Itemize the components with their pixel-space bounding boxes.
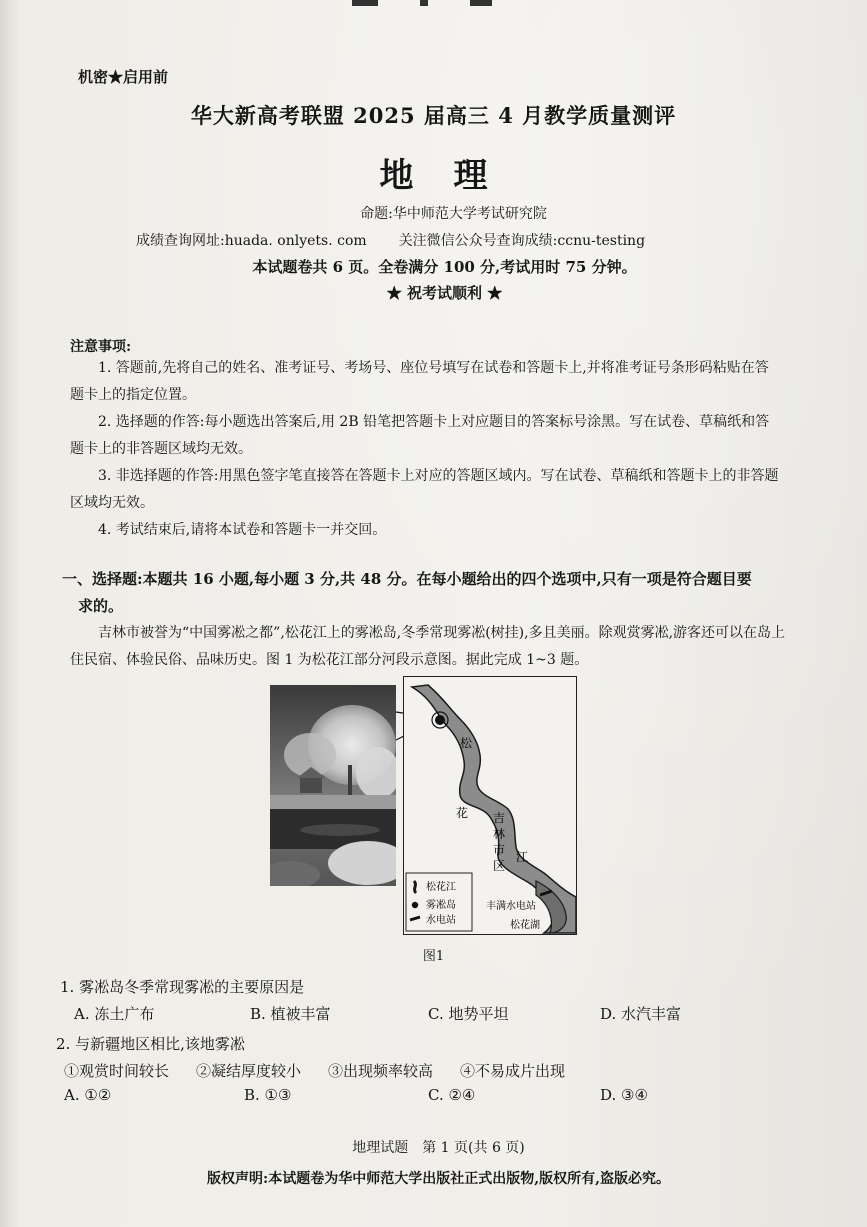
notice-item: 3. 非选择题的作答:用黑色签字笔直接答在答题卡上对应的答题区域内。写在试卷、草稿纸和答题卡上的非答题区域均无效。 [70,468,779,511]
score-site: 成绩查询网址:huada. onlyets. com [136,233,367,249]
question-1-stem: 1. 雾凇岛冬季常现雾凇的主要原因是 [60,978,305,996]
legend-island-icon [412,902,418,908]
question-2-statement-2: ②凝结厚度较小 [196,1062,302,1080]
scan-mark [420,0,428,6]
city-label-3: 市 [493,843,506,857]
exam-title: 华大新高考联盟 2025 届高三 4 月教学质量测评 [190,103,677,128]
score-query-line [136,230,645,250]
question-1-option-c: C. 地势平坦 [428,1005,509,1023]
section-line-2: 求的。 [78,597,124,615]
pages-info: 本试题卷共 6 页。全卷满分 100 分,考试用时 75 分钟。 [252,258,637,276]
section-line-1: 一、选择题:本题共 16 小题,每小题 3 分,共 48 分。在每小题给出的四个选项中,只有一项是符合题目要 [62,570,752,588]
page-footer: 地理试题 第 1 页(共 6 页) [352,1140,525,1156]
question-2-option-b: B. ①③ [244,1086,292,1104]
subject-title: 地理 [379,156,528,196]
legend-river-label: 松花江 [426,882,456,893]
question-1-option-b: B. 植被丰富 [250,1005,331,1023]
scan-mark [352,0,378,6]
question-2-statement-4: ④不易成片出现 [460,1062,566,1080]
question-2-statement-1: ①观赏时间较长 [64,1062,170,1080]
legend-station-label: 水电站 [426,915,456,926]
river-label-3: 江 [516,850,529,864]
question-2-option-c: C. ②④ [428,1086,476,1104]
rime-photo-image [270,685,396,886]
river-label-2: 花 [456,806,469,820]
city-label-4: 区 [493,859,506,873]
wechat-info: 关注微信公众号查询成绩:ccnu-testing [398,233,646,249]
city-label-2: 林 [493,827,506,841]
legend-river-icon [414,881,416,893]
city-label-1: 吉 [493,811,506,825]
legend-island-label: 雾凇岛 [426,900,456,911]
notice-list [70,355,780,544]
figure-caption: 图1 [422,949,445,964]
question-1-option-a: A. 冻土广布 [74,1005,155,1023]
notice-item: 2. 选择题的作答:每小题选出答案后,用 2B 铅笔把答题卡上对应题目的答案标号涂黑。写在试卷、草稿纸和答题卡上的非答题区域均无效。 [70,414,770,457]
question-2-statement-3: ③出现频率较高 [328,1062,434,1080]
river-map [403,676,577,935]
river-label-1: 松 [460,736,473,750]
question-1-option-d: D. 水汽丰富 [600,1005,682,1023]
notice-item: 1. 答题前,先将自己的姓名、准考证号、考场号、座位号填写在试卷和答题卡上,并将准考证号条形码粘贴在答题卡上的指定位置。 [70,360,769,403]
river-map-drawing [404,677,576,934]
passage [70,620,790,674]
author-line: 命题:华中师范大学考试研究院 [360,206,547,222]
copyright-notice: 版权声明:本试题卷为华中师范大学出版社正式出版物,版权所有,盗版必究。 [207,1171,670,1187]
section-heading [62,566,792,620]
rime-photo [270,685,396,886]
confidential-label: 机密★启用前 [78,68,169,86]
scan-mark [470,0,492,6]
question-2-option-d: D. ③④ [600,1086,648,1104]
station-label: 丰满水电站 [486,901,536,912]
lake-label: 松花湖 [510,920,540,931]
notice-title: 注意事项: [70,339,132,355]
notice-item: 4. 考试结束后,请将本试卷和答题卡一并交回。 [98,522,387,538]
rime-island-marker [435,715,445,725]
passage-text: 吉林市被誉为“中国雾凇之都”,松花江上的雾凇岛,冬季常现雾凇(树挂),多且美丽。除观赏雾凇,游客还可以在岛上住民宿、体验民俗、品味历史。图 1 为松花江部分河段示意图。据此完成 1~3 题。 [70,625,786,668]
good-luck: ★ 祝考试顺利 ★ [386,284,503,302]
question-2-option-a: A. ①② [64,1086,112,1104]
question-2-stem: 2. 与新疆地区相比,该地雾凇 [56,1035,245,1053]
